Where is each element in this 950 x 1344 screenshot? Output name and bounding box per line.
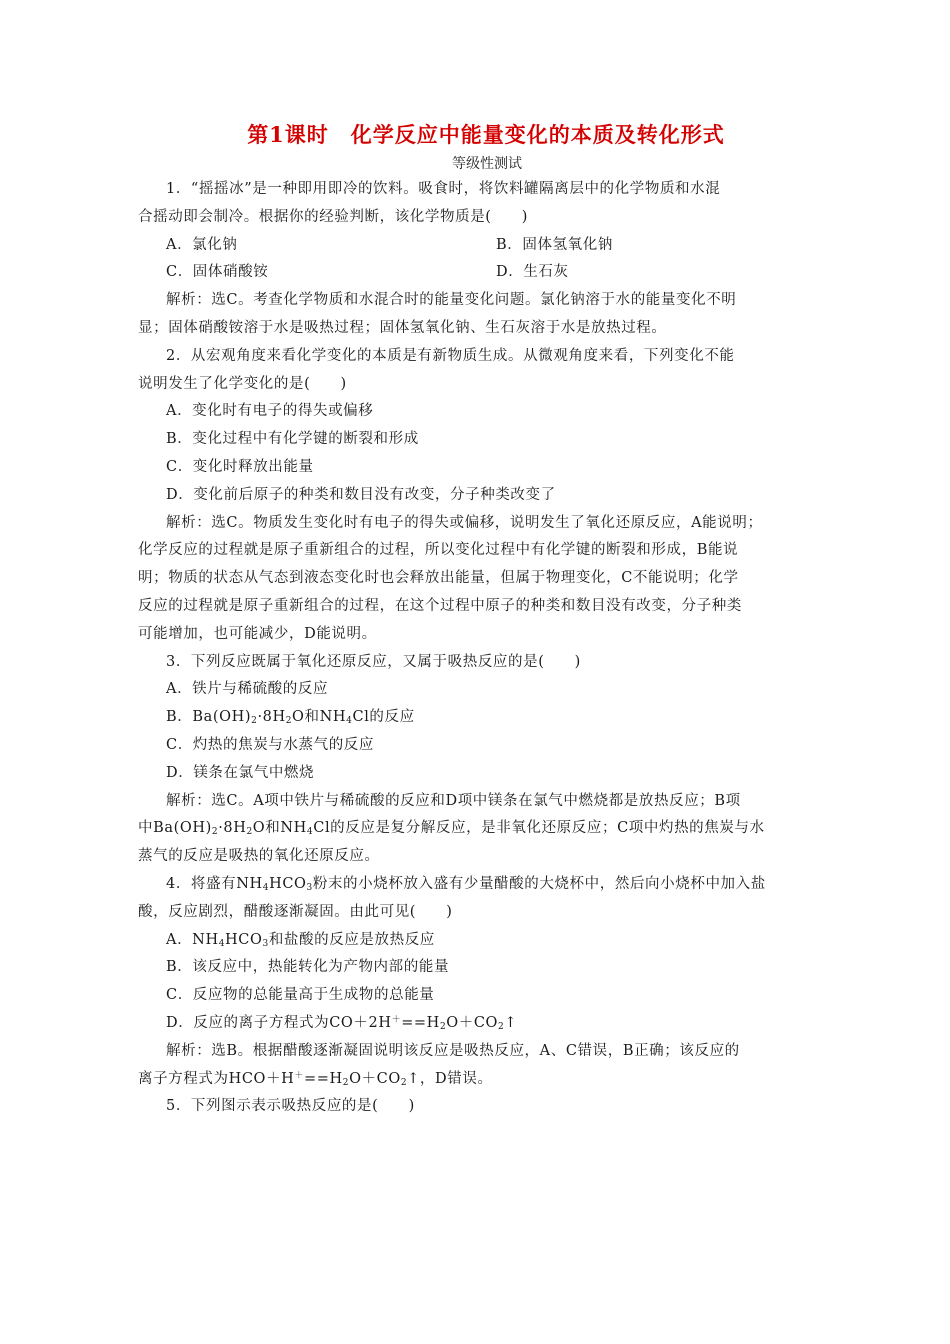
page-title: 第1课时 化学反应中能量变化的本质及转化形式 [247, 122, 725, 147]
question-text: 5．下列图示表示吸热反应的是( ) [166, 1098, 415, 1115]
question-text: 2．从宏观角度来看化学变化的本质是有新物质生成。从微观角度来看，下列变化不能 [166, 347, 735, 364]
question-text: 3．下列反应既属于氧化还原反应，又属于吸热反应的是( ) [166, 653, 581, 670]
option-a: A．变化时有电子的得失或偏移 [166, 403, 374, 420]
option-row [138, 259, 814, 287]
answer-text: 离子方程式为$HCO+H^+==H_2O+CO_2↑$，D错误。 [138, 1070, 493, 1088]
option-a: A．氯化钠 [166, 236, 238, 253]
option-d: D．反应的离子方程式为$CO+2H^+==H_2O+CO_2↑$ [166, 1014, 518, 1032]
question-text: 1．“摇摇冰”是一种即用即冷的饮料。吸食时，将饮料罐隔离层中的化学物质和水混 [166, 181, 721, 197]
answer-text: 解析：选C。考查化学物质和水混合时的能量变化问题。氯化钠溶于水的能量变化不明 [166, 292, 737, 309]
question-3 [138, 649, 814, 871]
question-4 [138, 871, 814, 1093]
answer-text: 中$Ba(OH)_2\cdot 8H_2O$和$NH_4Cl$的反应是复分解反应，是非氧化还原反应；C项中灼热的焦炭与水 [138, 820, 765, 838]
document-page [138, 118, 814, 1121]
option-a: A．$NH_4HCO_3$和盐酸的反应是放热反应 [166, 931, 435, 949]
option-c: C．变化时释放出能量 [166, 458, 314, 475]
page-subtitle: 等级性测试 [452, 156, 522, 172]
answer-text: 解析：选B。根据醋酸逐渐凝固说明该反应是吸热反应，A、C错误，B正确；该反应的 [166, 1042, 740, 1059]
option-c: C．反应物的总能量高于生成物的总能量 [166, 987, 435, 1004]
answer-text: 蒸气的反应是吸热的氧化还原反应。 [138, 848, 380, 865]
option-b: B．$Ba(OH)_2\cdot 8H_2O$和$NH_4Cl$的反应 [166, 709, 415, 727]
option-b: B．变化过程中有化学键的断裂和形成 [166, 431, 419, 448]
answer-text: 反应的过程就是原子重新组合的过程，在这个过程中原子的种类和数目没有改变，分子种类 [138, 597, 742, 614]
answer-text: 显；固体硝酸铵溶于水是吸热过程；固体氢氧化钠、生石灰溶于水是放热过程。 [138, 319, 667, 336]
option-b: B．该反应中，热能转化为产物内部的能量 [166, 959, 450, 976]
option-a: A．铁片与稀硫酸的反应 [166, 681, 329, 698]
answer-text: 解析：选C。物质发生变化时有电子的得失或偏移，说明发生了氧化还原反应，A能说明； [166, 514, 763, 531]
option-d: D．变化前后原子的种类和数目没有改变，分子种类改变了 [166, 486, 556, 503]
question-5 [138, 1093, 814, 1121]
question-text: 合摇动即会制冷。根据你的经验判断，该化学物质是( ) [138, 208, 529, 225]
option-c: C．灼热的焦炭与水蒸气的反应 [166, 736, 374, 753]
answer-text: 化学反应的过程就是原子重新组合的过程，所以变化过程中有化学键的断裂和形成，B能说 [138, 542, 739, 559]
question-2 [138, 343, 814, 649]
option-row [138, 232, 814, 260]
option-c: C．固体硝酸铵 [166, 264, 269, 281]
answer-text: 可能增加，也可能减少，D能说明。 [138, 625, 377, 642]
question-text: 说明发生了化学变化的是( ) [138, 375, 347, 392]
question-1 [138, 176, 814, 343]
option-d: D．镁条在氯气中燃烧 [166, 764, 315, 781]
question-text: 酸，反应剧烈，醋酸逐渐凝固。由此可见( ) [138, 903, 453, 920]
answer-text: 明；物质的状态从气态到液态变化时也会释放出能量，但属于物理变化，C不能说明；化学 [138, 570, 739, 587]
option-b: B．固体氢氧化钠 [496, 236, 613, 253]
question-text: 4．将盛有$NH_4HCO_3$粉末的小烧杯放入盛有少量醋酸的大烧杯中，然后向小烧杯中加入盐 [166, 875, 766, 893]
answer-text: 解析：选C。A项中铁片与稀硫酸的反应和D项中镁条在氯气中燃烧都是放热反应；B项 [166, 792, 741, 809]
option-d: D．生石灰 [496, 264, 569, 281]
